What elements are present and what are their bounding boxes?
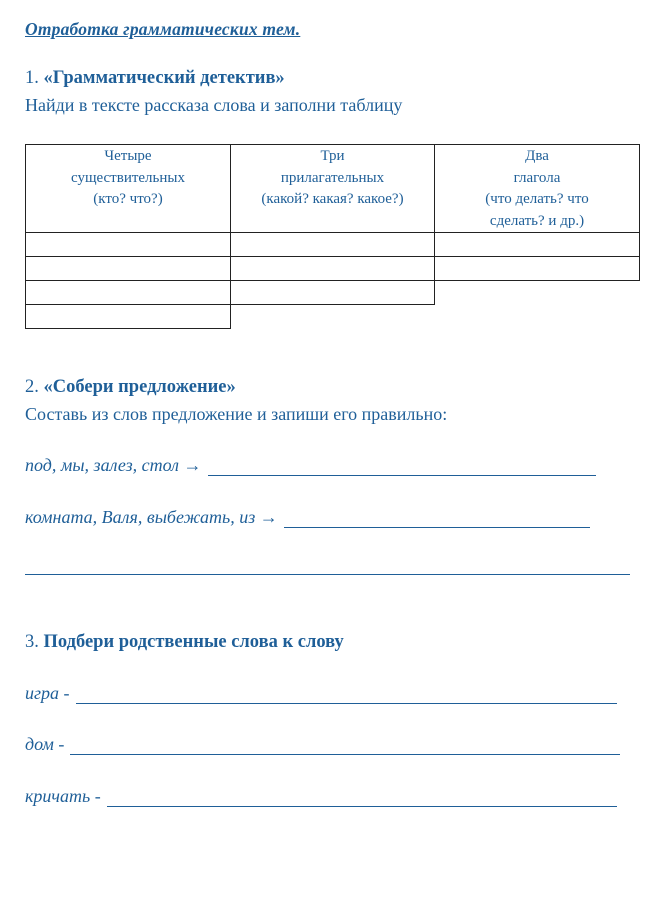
- base-word-3: кричать -: [25, 786, 101, 806]
- verbs-cell-2[interactable]: [435, 257, 640, 281]
- header-verbs-text: Два глагола (что делать? что сделать? и др.): [485, 148, 589, 229]
- nouns-cell-1[interactable]: [26, 233, 231, 257]
- header-verbs: [435, 145, 640, 233]
- task2-heading: [25, 377, 236, 398]
- task3-name: Подбери родственные слова к слову: [43, 632, 344, 652]
- task3-number: 3.: [25, 632, 39, 652]
- task2-number: 2.: [25, 377, 39, 397]
- word-table: [25, 144, 640, 329]
- base-word-2: дом -: [25, 734, 65, 754]
- header-adjectives-text: Три прилагательных (какой? какая? какое?): [261, 148, 404, 207]
- sentence-words-2: комната, Валя, выбежать, из →: [25, 507, 278, 527]
- table-row: [26, 257, 640, 281]
- task1-name: «Грамматический детектив»: [43, 68, 285, 88]
- nouns-cell-2[interactable]: [26, 257, 231, 281]
- related-words-item-1: [25, 683, 617, 704]
- answer-line[interactable]: [70, 754, 620, 755]
- empty-cell: [435, 281, 640, 305]
- table-row: [26, 281, 640, 305]
- task1-number: 1.: [25, 68, 39, 88]
- answer-line[interactable]: [284, 527, 590, 528]
- sentence-words-1: под, мы, залез, стол →: [25, 455, 202, 475]
- table-row: [26, 305, 640, 329]
- empty-cell: [231, 305, 435, 329]
- table-row: [26, 233, 640, 257]
- adjectives-cell-2[interactable]: [231, 257, 435, 281]
- base-word-1: игра -: [25, 683, 70, 703]
- task2-instruction: Составь из слов предложение и запиши его правильно:: [25, 404, 448, 424]
- answer-line[interactable]: [208, 475, 596, 476]
- task1-heading: [25, 68, 285, 89]
- empty-cell: [435, 305, 640, 329]
- header-adjectives: [231, 145, 435, 233]
- nouns-cell-4[interactable]: [26, 305, 231, 329]
- answer-line[interactable]: [107, 806, 617, 807]
- adjectives-cell-1[interactable]: [231, 233, 435, 257]
- adjectives-cell-3[interactable]: [231, 281, 435, 305]
- task1-instruction: Найди в тексте рассказа слова и заполни таблицу: [25, 95, 403, 115]
- table-header-row: [26, 145, 640, 233]
- answer-line[interactable]: [76, 703, 617, 704]
- sentence-item-1: [25, 455, 596, 476]
- worksheet-title: Отработка грамматических тем.: [25, 19, 301, 39]
- header-nouns-text: Четыре существительных (кто? что?): [70, 148, 185, 207]
- answer-line-full[interactable]: [25, 574, 630, 575]
- nouns-cell-3[interactable]: [26, 281, 231, 305]
- verbs-cell-1[interactable]: [435, 233, 640, 257]
- related-words-item-3: [25, 786, 617, 807]
- sentence-item-2: [25, 507, 590, 528]
- task2-name: «Собери предложение»: [43, 377, 236, 397]
- task3-heading: [25, 632, 344, 653]
- header-nouns: [26, 145, 231, 233]
- related-words-item-2: [25, 734, 620, 755]
